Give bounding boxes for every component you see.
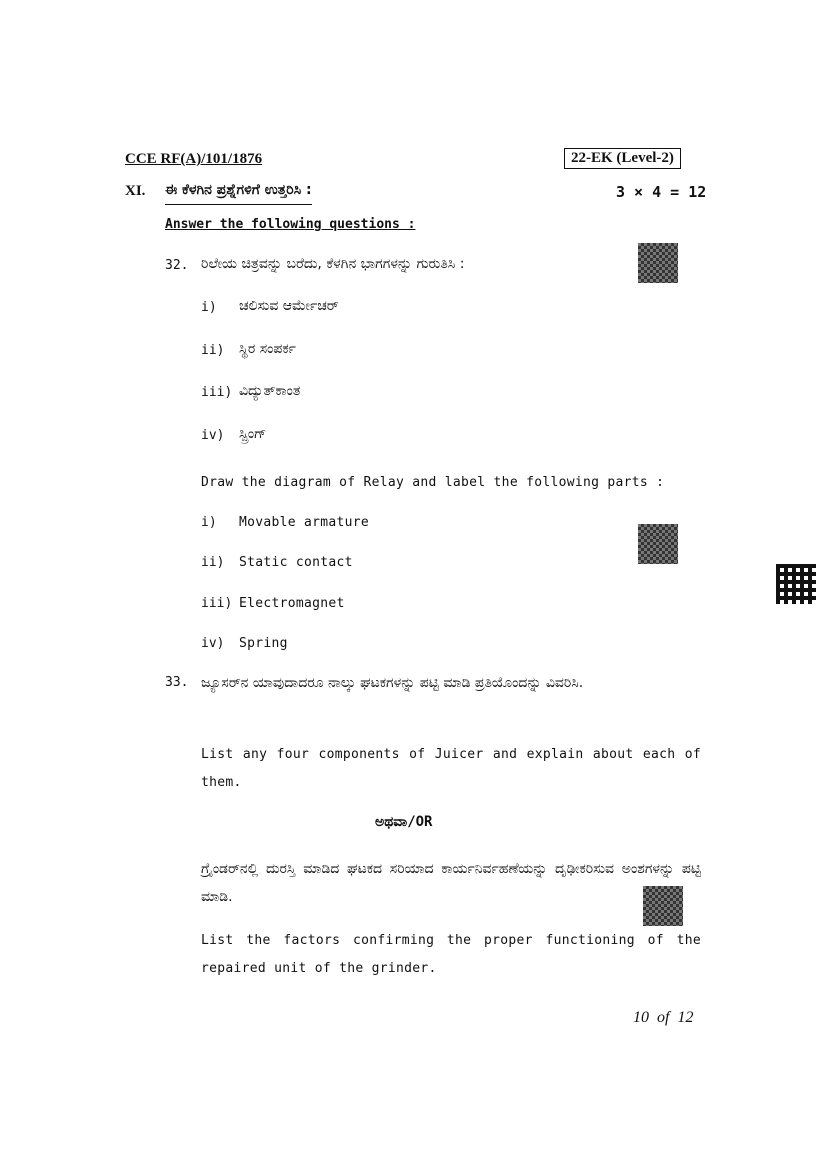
- question-32-text-english: Draw the diagram of Relay and label the following parts :: [201, 475, 665, 490]
- section-number: XI.: [125, 183, 146, 199]
- qr-code-small: [638, 243, 678, 283]
- qr-code-small: [638, 524, 678, 564]
- list-item-english: Movable armature: [239, 515, 370, 530]
- qr-code-small: [643, 886, 683, 926]
- section-instruction-english: Answer the following questions :: [165, 217, 416, 232]
- question-33-text-english: List any four components of Juicer and explain about each of them.: [201, 747, 701, 790]
- list-item-kannada: ಚಲಿಸುವ ಆರ್ಮೇಚರ್: [239, 298, 339, 314]
- list-item-number: iii): [201, 385, 233, 400]
- list-item-english: Static contact: [239, 555, 353, 570]
- question-33-alternative-english: List the factors confirming the proper functioning of the repaired unit of the grinder.: [201, 933, 701, 976]
- question-33-number: 33.: [165, 675, 189, 690]
- list-item-kannada: ವಿದ್ಯುತ್‌ಕಾಂತ: [239, 383, 301, 399]
- list-item-kannada: ಸ್ಪ್ರಿಂಗ್: [239, 426, 267, 442]
- list-item-english: Spring: [239, 636, 288, 651]
- section-instruction-kannada: ಈ ಕೆಳಗಿನ ಪ್ರಶ್ನೆಗಳಿಗೆ ಉತ್ತರಿಸಿ :: [165, 182, 312, 205]
- question-33-alternative-kannada: ಗ್ರೈಂಡರ್‌ನಲ್ಲಿ ದುರಸ್ತಿ ಮಾಡಿದ ಘಟಕದ ಸರಿಯಾದ ಕಾರ್ಯನಿರ್ವಹಣೆಯನ್ನು ದೃಢೀಕರಿಸುವ ಅಂಶಗಳನ್ನು ಪಟ್ಟಿ ಮಾಡಿ.: [201, 861, 701, 905]
- list-item-english: Electromagnet: [239, 596, 345, 611]
- list-item-number: iv): [201, 636, 225, 651]
- list-item-number: ii): [201, 343, 225, 358]
- section-marks: 3 × 4 = 12: [616, 183, 707, 201]
- list-item-kannada: ಸ್ಥಿರ ಸಂಪರ್ಕ: [239, 341, 296, 357]
- list-item-number: i): [201, 300, 217, 315]
- paper-code: CCE RF(A)/101/1876: [125, 151, 263, 167]
- question-32-text-kannada: ರಿಲೇಯ ಚಿತ್ರವನ್ನು ಬರೆದು, ಕೆಳಗಿನ ಭಾಗಗಳನ್ನು ಗುರುತಿಸಿ :: [201, 256, 465, 272]
- question-32-number: 32.: [165, 258, 189, 273]
- or-separator: ಅಥವಾ/OR: [375, 814, 433, 830]
- page-number: 10 of 12: [633, 1009, 694, 1026]
- list-item-number: iv): [201, 428, 225, 443]
- qr-code-side: [776, 564, 816, 604]
- level-code-box: 22-EK (Level-2): [564, 148, 681, 169]
- question-33-text-kannada: ಜ್ಯೂಸರ್‌ನ ಯಾವುದಾದರೂ ನಾಲ್ಕು ಘಟಕಗಳನ್ನು ಪಟ್ಟಿ ಮಾಡಿ ಪ್ರತಿಯೊಂದನ್ನು ವಿವರಿಸಿ.: [201, 675, 584, 691]
- list-item-number: iii): [201, 596, 233, 611]
- list-item-number: i): [201, 515, 217, 530]
- list-item-number: ii): [201, 555, 225, 570]
